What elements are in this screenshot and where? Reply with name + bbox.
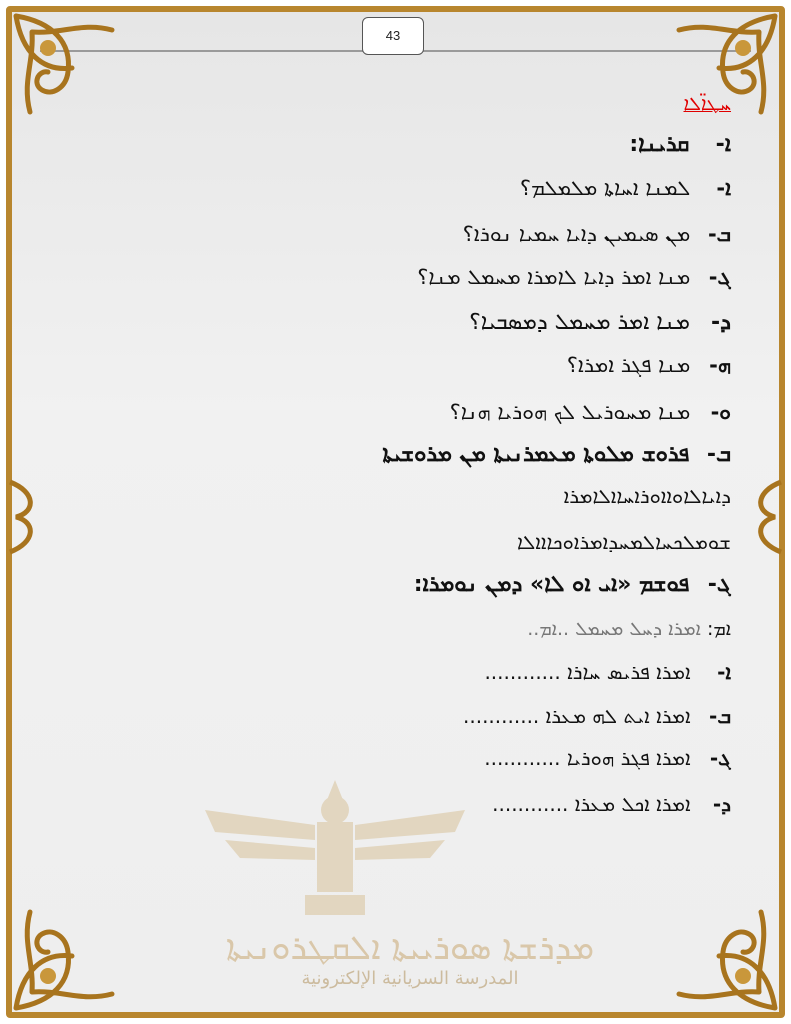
question-3	[414, 572, 731, 597]
word-run-line: ܫܘܡܠܟܚܐܠܡܚܕܐܡܪܐܘܟܐܐܐܠܐ	[516, 530, 731, 554]
item-number: ܗ-	[709, 353, 731, 377]
item-number: ܕ-	[711, 310, 731, 335]
corner-ornament	[12, 12, 132, 132]
watermark-syriac: ܡܕܪܫܬܐ ܣܘܪܝܝܬܐ ܐܠܩܛܪܘܢܝܬܐ	[225, 928, 595, 968]
example-line	[527, 618, 731, 640]
eagle-logo-watermark	[205, 770, 465, 920]
item-number: ܒ-	[707, 222, 731, 246]
fill-item	[484, 660, 731, 684]
side-ornament	[745, 472, 785, 562]
question-title: ܦܪܘܫ ܡܠܘܬܐ ܡܥܡܪܢܝܬܐ ܡܢ ܡܪܘܫܝܬܐ	[382, 442, 690, 467]
question-title: ܦܘܫܡ «ܐܝ ܐܘ ܠܐ» ܕܡܢ ܢܘܡܪܐ:	[413, 572, 690, 597]
item-text: ܐܡܪܐ ܦܓܪ ܗܘܪܝܐ ............	[484, 746, 691, 770]
corner-ornament	[659, 892, 779, 1012]
side-ornament	[6, 472, 46, 562]
item-text: ܐܡܪܐ ܐܟܠ ܡܥܪܐ ............	[492, 792, 691, 816]
question-number: ܓ-	[707, 572, 731, 597]
item-text: ܡܢܐ ܦܓܪ ܐܡܪܐ؟	[566, 353, 691, 377]
item-number: ܘ-	[710, 400, 731, 424]
example-label: ܐܡ:	[706, 618, 731, 640]
question-2	[382, 442, 731, 467]
question-number: ܒ-	[706, 442, 731, 467]
item-text: ܡܢܐ ܐܡܪ ܡܚܡܠ ܕܡܣܒܝܐ؟	[469, 310, 690, 335]
example-text: ܐܡܪܐ ܕܚܠ ܡܚܡܠ ..ܐܡ..	[527, 618, 701, 640]
item-text: ܐܡܪܐ ܐܝܬ ܠܗ ܡܥܪܐ ............	[463, 704, 691, 728]
item-text: ܡܢܐ ܡܚܘܪܝܠ ܠܟ ܗܘܪܝܐ ܗܢܐ؟	[449, 400, 691, 424]
item-text: ܐܡܪܐ ܦܪܝܣ ܚܐܪܐ ............	[484, 660, 691, 684]
question-number: ܐ-	[715, 132, 731, 157]
corner-ornament	[12, 892, 132, 1012]
page-number: 43	[362, 17, 424, 55]
item-number: ܓ-	[708, 265, 731, 289]
question-1	[629, 132, 731, 157]
word-run-line: ܕܐܝܐܠܐܘܐܐܘܪܐܚܐܐܠܐܡܪܐ	[563, 484, 731, 508]
item-number: ܕ-	[712, 792, 731, 816]
section-heading: ܚܛܐ̈ܠܐ	[683, 93, 731, 115]
item-text: ܠܡܢܐ ܐܚܐܬܐ ܡܠܡܠܡ؟	[519, 176, 691, 200]
item-number: ܐ-	[717, 660, 731, 684]
fill-item	[463, 704, 731, 728]
fill-item	[492, 792, 731, 816]
fill-item	[484, 746, 731, 770]
item-number: ܐ-	[716, 176, 731, 200]
item-text: ܡܢܐ ܐܡܪ ܕܐܝܐ ܠܐܡܪܐ ܡܚܡܠ ܡܢܐ؟	[417, 265, 691, 289]
question-item	[450, 400, 731, 425]
question-item	[417, 265, 731, 290]
watermark-arabic: المدرسة السريانية الإلكترونية	[301, 968, 519, 989]
question-item	[463, 222, 731, 247]
item-text: ܡܢ ܣܝܡܝܢ ܕܐܝܐ ܚܡܝܐ ܢܘܪܐ؟	[462, 222, 691, 246]
question-item	[520, 176, 731, 201]
item-number: ܒ-	[709, 704, 731, 728]
item-number: ܓ-	[709, 746, 731, 770]
question-item	[469, 310, 731, 335]
question-title: ܩܪܝܢܐ:	[629, 132, 690, 157]
question-item	[567, 353, 731, 378]
